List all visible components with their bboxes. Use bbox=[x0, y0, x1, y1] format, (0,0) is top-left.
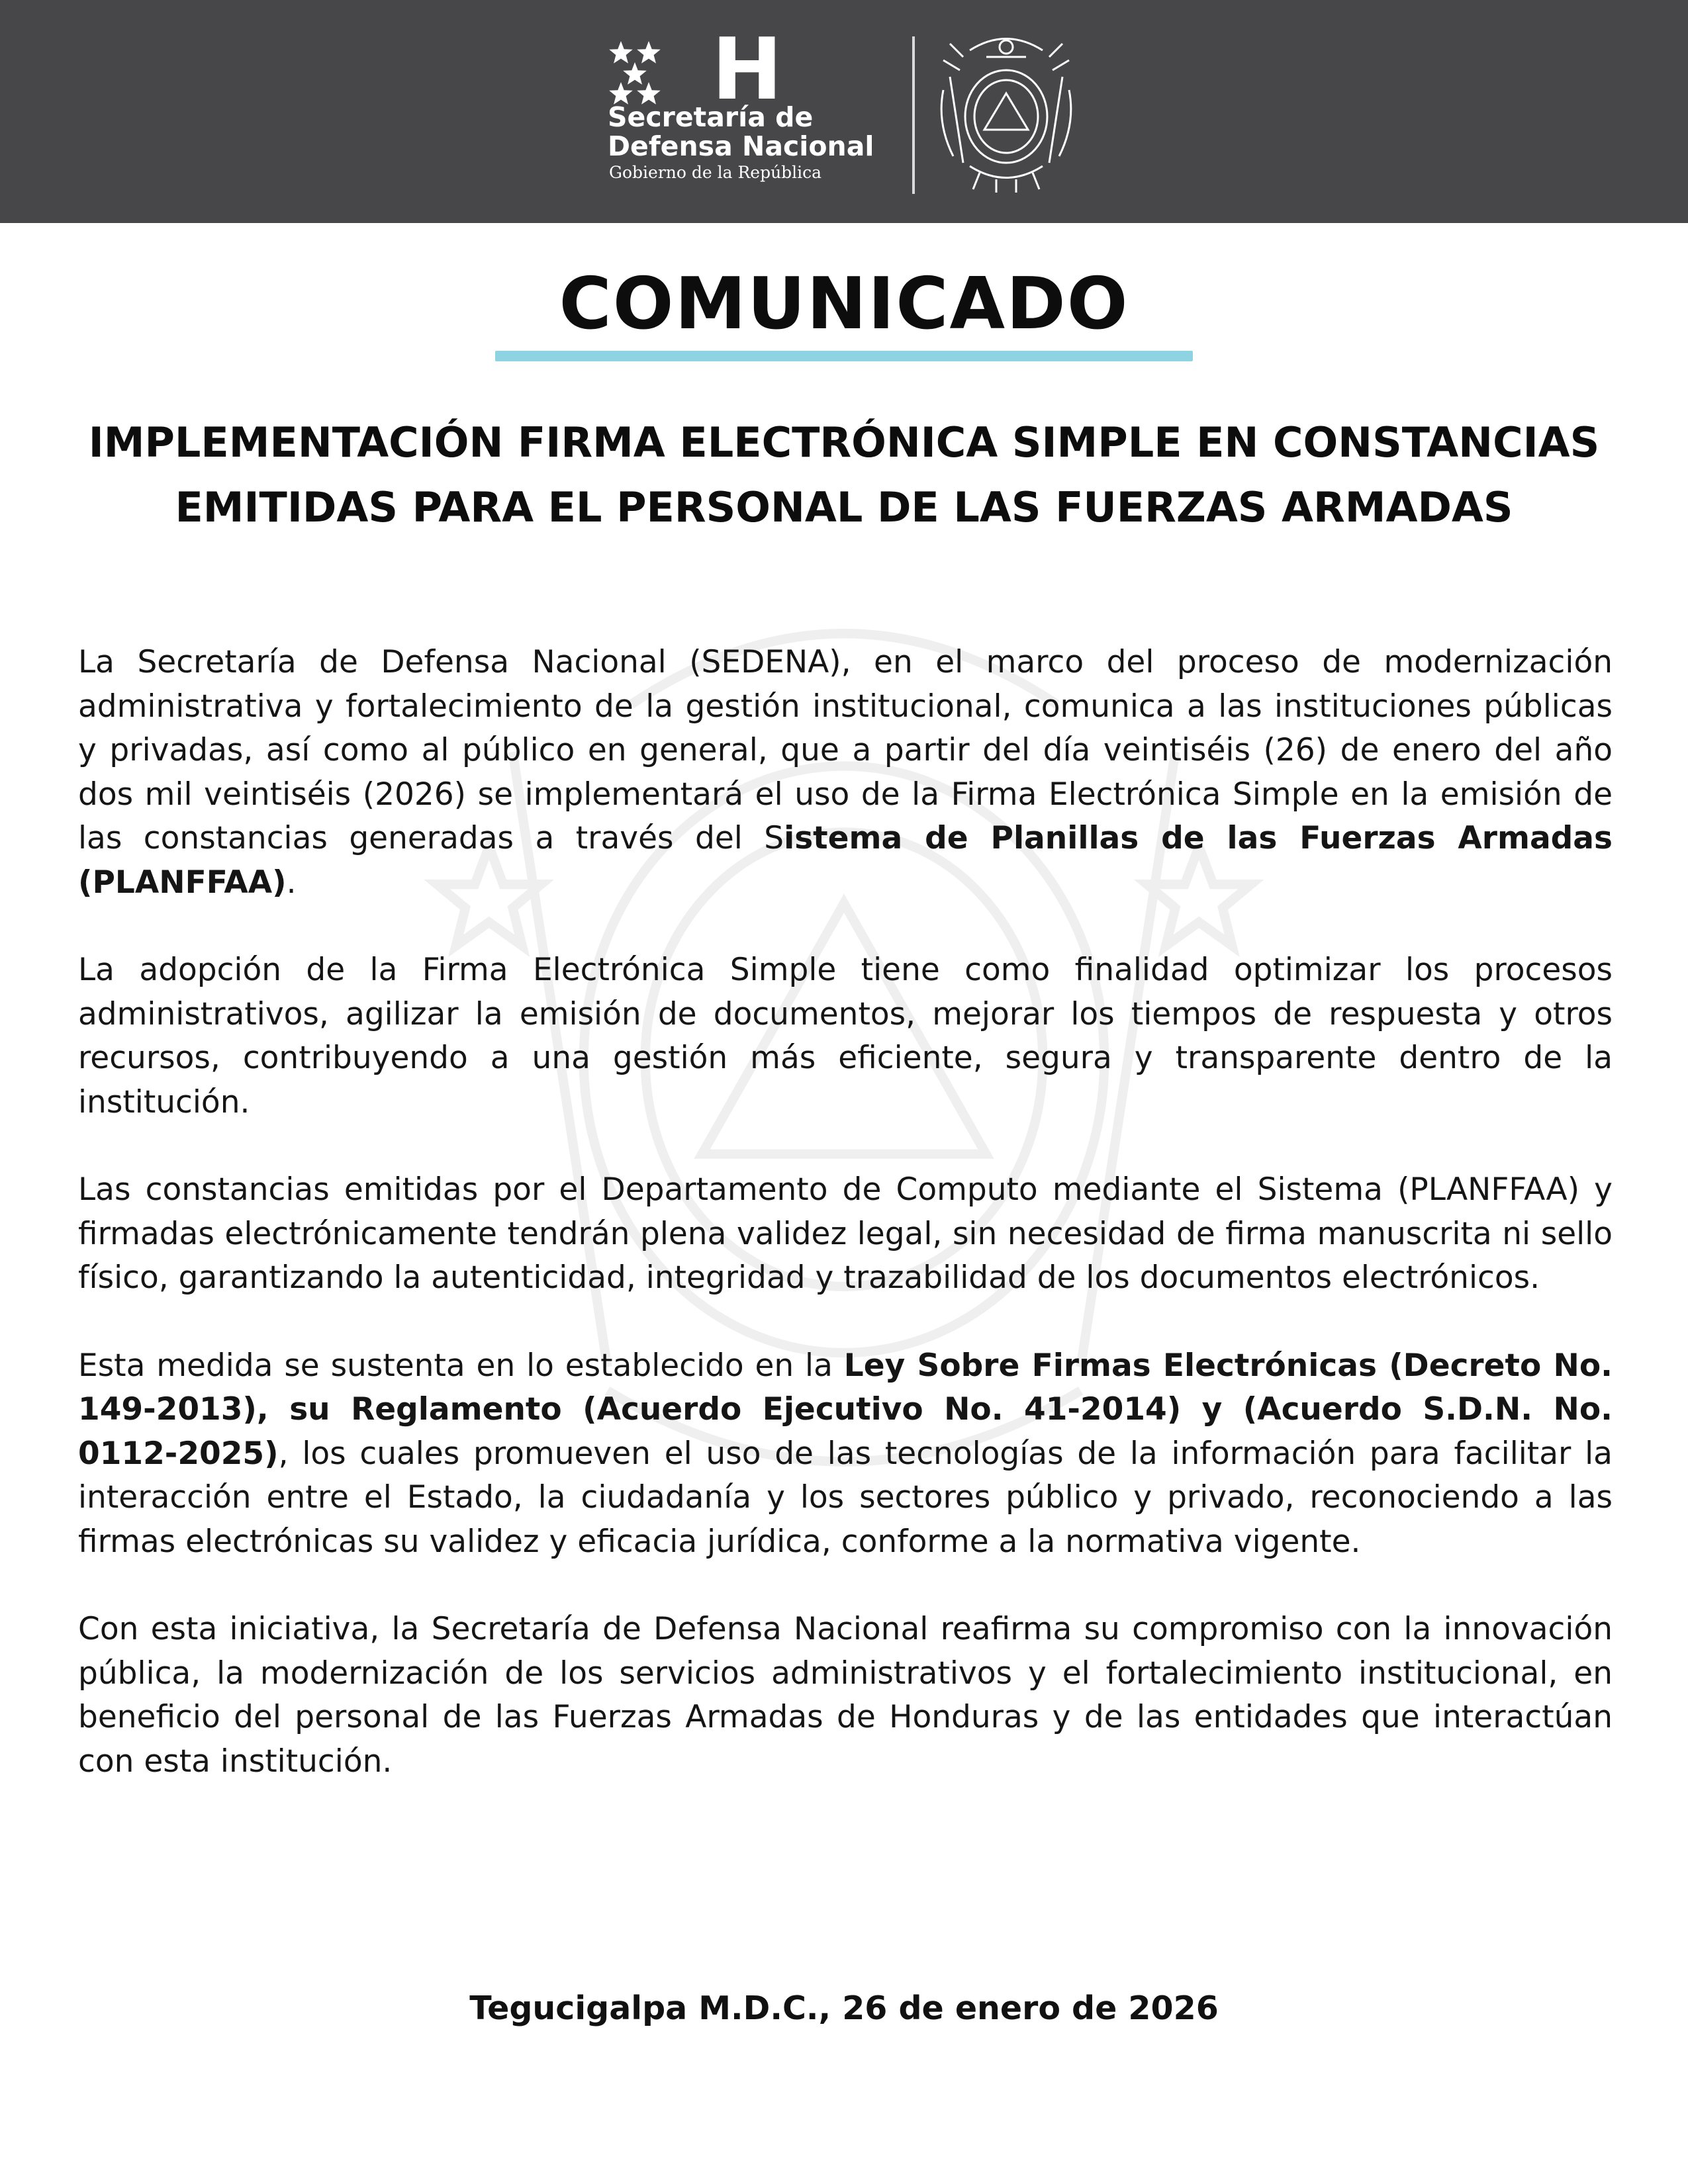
paragraph-1: La Secretaría de Defensa Nacional (SEDENA), en el marco del proceso de modernización administrativa y fortalecimiento de la gestión institucional, comunica a las instituciones públicas y privadas, así como al público en general, que a partir del día veintiséis (26) de enero del año dos mil veintiséis (2026) se implementará el uso de la Firma Electrónica Simple en la emisión de las constancias generadas a través del Sistema de Planillas de las Fuerzas Armadas (PLANFFAA). bbox=[78, 644, 1613, 901]
coat-of-arms-icon bbox=[923, 30, 1089, 196]
place-and-date: Tegucigalpa M.D.C., 26 de enero de 2026 bbox=[469, 1989, 1219, 2027]
document-subtitle: IMPLEMENTACIÓN FIRMA ELECTRÓNICA SIMPLE EN CONSTANCIAS EMITIDAS PARA EL PERSONAL DE LAS FUERZAS ARMADAS bbox=[88, 418, 1600, 531]
paragraph-4: Esta medida se sustenta en lo establecido en la Ley Sobre Firmas Electrónicas (Decreto No. 149-2013), su Reglamento (Acuerdo Ejecutivo No. 41-2014) y (Acuerdo S.D.N. No. 0112-2025), los cuales promueven el uso de las tecnologías de la información para facilitar la interacción entre el Estado, la ciudadanía y los sectores público y privado, reconociendo a las firmas electrónicas su validez y eficacia jurídica, conforme a la normativa vigente. bbox=[78, 1347, 1613, 1560]
page-title: COMUNICADO bbox=[559, 263, 1129, 345]
brand-name-line1: Secretaría de bbox=[608, 101, 814, 133]
brand-subtitle: Gobierno de la República bbox=[609, 163, 822, 182]
brand-name-line2: Defensa Nacional bbox=[608, 130, 874, 162]
header-divider bbox=[912, 36, 915, 194]
title-underline bbox=[495, 351, 1193, 361]
header-bar bbox=[0, 0, 1688, 223]
paragraph-2: La adopción de la Firma Electrónica Simple tiene como finalidad optimizar los procesos administrativos, agilizar la emisión de documentos, mejorar los tiempos de respuesta y otros recursos, contribuyendo a una gestión más eficiente, segura y transparente dentro de la institución. bbox=[78, 952, 1613, 1120]
paragraph-5: Con esta iniciativa, la Secretaría de Defensa Nacional reafirma su compromiso con la innovación pública, la modernización de los servicios administrativos y el fortalecimiento institucional, en beneficio del personal de las Fuerzas Armadas de Honduras y de las entidades que interactúan con esta institución. bbox=[78, 1611, 1613, 1780]
paragraph-3: Las constancias emitidas por el Departamento de Computo mediante el Sistema (PLANFFAA) y firmadas electrónicamente tendrán plena validez legal, sin necesidad de firma manuscrita ni sello físico, garantizando la autenticidad, integridad y trazabilidad de los documentos electrónicos. bbox=[78, 1171, 1613, 1296]
document-body bbox=[78, 641, 1613, 1827]
brand-letter: H bbox=[712, 21, 783, 119]
five-stars-icon bbox=[608, 40, 720, 106]
